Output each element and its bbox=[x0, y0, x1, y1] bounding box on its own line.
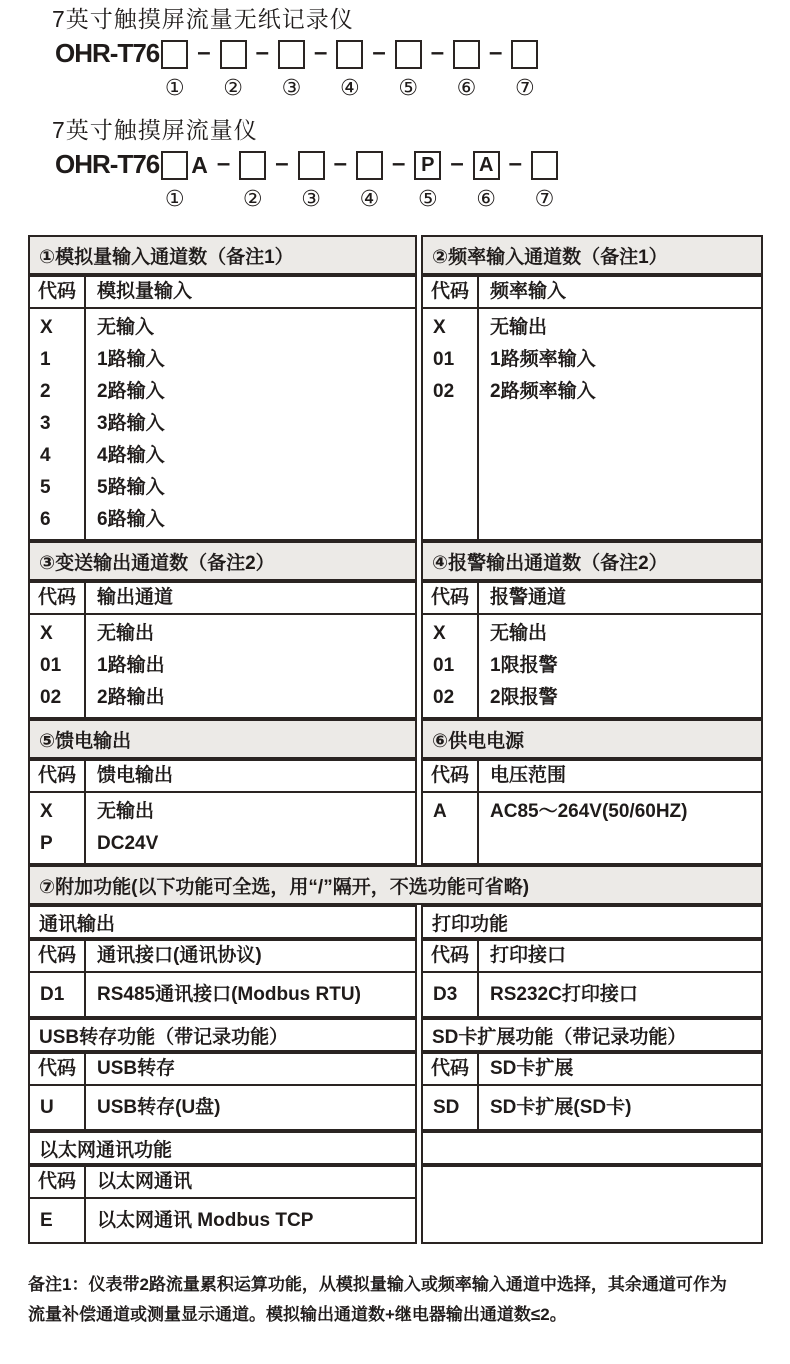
description-column bbox=[86, 973, 415, 1016]
description-value: 2路输入 bbox=[97, 381, 165, 402]
option-table bbox=[421, 275, 763, 541]
model-segment-4 bbox=[336, 37, 363, 100]
code-value: 1 bbox=[40, 349, 51, 370]
option-table bbox=[28, 1052, 417, 1131]
code-value: 3 bbox=[40, 413, 51, 434]
model-segment-top bbox=[473, 148, 500, 182]
code-box bbox=[453, 40, 480, 69]
code-column bbox=[423, 793, 479, 863]
position-number: ⑦ bbox=[534, 186, 555, 211]
code-box bbox=[531, 151, 558, 180]
description-value: 无输出 bbox=[490, 317, 548, 338]
option-table bbox=[28, 581, 417, 719]
description-value: 6路输入 bbox=[97, 509, 165, 530]
code-box bbox=[239, 151, 266, 180]
code-value: E bbox=[40, 1210, 53, 1231]
description-value: 1路输出 bbox=[97, 655, 165, 676]
code-value: 01 bbox=[40, 655, 62, 676]
column-header-code: 代码 bbox=[423, 1054, 479, 1086]
model-code-flowmeter bbox=[0, 148, 790, 211]
table-band bbox=[28, 759, 763, 865]
code-value: D3 bbox=[433, 984, 458, 1005]
description-value: 1路输入 bbox=[97, 349, 165, 370]
column-header-label: 通讯接口(通讯协议) bbox=[86, 941, 415, 973]
model-segment-6 bbox=[453, 37, 480, 100]
code-box bbox=[161, 151, 188, 180]
description-column bbox=[86, 793, 415, 863]
section-header: ⑥供电电源 bbox=[421, 719, 763, 759]
description-value: 5路输入 bbox=[97, 477, 165, 498]
dash-separator: – bbox=[255, 39, 269, 66]
column-header-code: 代码 bbox=[30, 277, 86, 309]
code-value: 2 bbox=[40, 381, 51, 402]
description-value: 以太网通讯 Modbus TCP bbox=[97, 1210, 314, 1231]
description-column bbox=[479, 309, 761, 539]
footnote bbox=[28, 1270, 760, 1330]
model-segment-7 bbox=[511, 37, 538, 100]
dash-separator: – bbox=[372, 39, 386, 66]
option-table bbox=[28, 939, 417, 1018]
product-title-flowmeter: 7英寸触摸屏流量仪 bbox=[52, 117, 258, 143]
model-segment-top bbox=[356, 148, 383, 182]
section-header-full: ⑦附加功能(以下功能可全选，用“/”隔开，不选功能可省略) bbox=[28, 865, 763, 905]
code-suffix: A bbox=[191, 151, 208, 178]
description-value: 无输入 bbox=[97, 317, 155, 338]
code-column bbox=[423, 615, 479, 717]
table-band bbox=[28, 1131, 763, 1165]
dash-separator: – bbox=[216, 150, 231, 177]
code-box bbox=[511, 40, 538, 69]
model-segment-top bbox=[239, 148, 266, 182]
code-value: X bbox=[40, 623, 53, 644]
column-header-code: 代码 bbox=[423, 277, 479, 309]
position-number: ③ bbox=[281, 75, 302, 100]
code-column bbox=[30, 1086, 86, 1129]
model-segment-top bbox=[453, 37, 480, 71]
column-header-label: SD卡扩展 bbox=[479, 1054, 761, 1086]
table-band bbox=[28, 275, 763, 541]
column-header-label: 频率输入 bbox=[479, 277, 761, 309]
column-header-code: 代码 bbox=[30, 761, 86, 793]
dash-separator: – bbox=[391, 150, 406, 177]
code-box: P bbox=[414, 151, 441, 180]
table-band bbox=[28, 541, 763, 581]
table-band bbox=[28, 939, 763, 1018]
sub-section-header: 以太网通讯功能 bbox=[28, 1131, 417, 1165]
model-prefix: OHR-T76 bbox=[55, 38, 160, 68]
column-header-code: 代码 bbox=[30, 1167, 86, 1199]
description-value: RS232C打印接口 bbox=[490, 984, 638, 1005]
model-segment-5 bbox=[414, 148, 441, 211]
description-value: RS485通讯接口(Modbus RTU) bbox=[97, 984, 361, 1005]
code-box bbox=[298, 151, 325, 180]
sub-section-header: SD卡扩展功能（带记录功能） bbox=[421, 1018, 763, 1052]
table-band bbox=[28, 235, 763, 275]
description-value: USB转存(U盘) bbox=[97, 1097, 221, 1118]
description-value: 无输出 bbox=[97, 623, 155, 644]
column-header-code: 代码 bbox=[423, 583, 479, 615]
model-prefix: OHR-T76 bbox=[55, 149, 160, 179]
code-value: X bbox=[40, 801, 53, 822]
model-segment-3 bbox=[278, 37, 305, 100]
code-box bbox=[161, 40, 188, 69]
description-column bbox=[479, 1086, 761, 1129]
description-value: AC85～264V(50/60HZ) bbox=[490, 801, 688, 822]
column-header-code: 代码 bbox=[423, 941, 479, 973]
description-value: 2路输出 bbox=[97, 687, 165, 708]
code-column bbox=[423, 1086, 479, 1129]
code-column bbox=[30, 1199, 86, 1242]
dash-separator: – bbox=[333, 150, 347, 177]
position-number: ⑥ bbox=[476, 186, 497, 211]
option-table bbox=[421, 1052, 763, 1131]
description-column bbox=[86, 615, 415, 717]
sub-section-header: USB转存功能（带记录功能） bbox=[28, 1018, 417, 1052]
footnote-line-2: 流量补偿通道或测量显示通道。模拟输出通道数+继电器输出通道数≤2。 bbox=[28, 1305, 567, 1324]
table-band bbox=[28, 719, 763, 759]
model-segment-1 bbox=[161, 148, 208, 211]
option-table bbox=[28, 1165, 417, 1244]
code-column bbox=[30, 793, 86, 863]
model-segment-2 bbox=[220, 37, 247, 100]
model-segment-top bbox=[298, 148, 325, 182]
option-table bbox=[421, 939, 763, 1018]
selection-table bbox=[28, 235, 763, 1244]
code-value: 01 bbox=[433, 655, 455, 676]
code-value: U bbox=[40, 1097, 54, 1118]
description-column bbox=[86, 1086, 415, 1129]
column-header-code: 代码 bbox=[30, 583, 86, 615]
column-header-label: 模拟量输入 bbox=[86, 277, 415, 309]
code-value: 02 bbox=[40, 687, 62, 708]
code-value: 02 bbox=[433, 687, 455, 708]
column-header-label: 以太网通讯 bbox=[86, 1167, 415, 1199]
section-header: ②频率输入通道数（备注1） bbox=[421, 235, 763, 275]
position-number: ① bbox=[164, 75, 185, 100]
code-value: D1 bbox=[40, 984, 65, 1005]
position-number: ④ bbox=[339, 75, 360, 100]
position-number: ③ bbox=[301, 186, 321, 211]
sub-section-header: 打印功能 bbox=[421, 905, 763, 939]
description-value: SD卡扩展(SD卡) bbox=[490, 1097, 632, 1118]
code-box bbox=[336, 40, 363, 69]
code-box bbox=[220, 40, 247, 69]
code-column bbox=[30, 973, 86, 1016]
description-value: 无输出 bbox=[490, 623, 548, 644]
position-number: ⑥ bbox=[456, 75, 477, 100]
code-box bbox=[356, 151, 383, 180]
section-header: ⑤馈电输出 bbox=[28, 719, 417, 759]
description-value: DC24V bbox=[97, 833, 159, 854]
description-value: 3路输入 bbox=[97, 413, 165, 434]
model-segment-6 bbox=[473, 148, 500, 211]
model-code-recorder bbox=[0, 37, 790, 100]
column-header-label: 报警通道 bbox=[479, 583, 761, 615]
code-box: A bbox=[473, 151, 500, 180]
column-header-label: 馈电输出 bbox=[86, 761, 415, 793]
description-value: 4路输入 bbox=[97, 445, 165, 466]
column-header-code: 代码 bbox=[30, 1054, 86, 1086]
description-column bbox=[479, 615, 761, 717]
column-header-label: 电压范围 bbox=[479, 761, 761, 793]
footnote-line-1: 备注1：仪表带2路流量累积运算功能，从模拟量输入或频率输入通道中选择，其余通道可作为 bbox=[28, 1275, 727, 1294]
description-value: 无输出 bbox=[97, 801, 155, 822]
table-band bbox=[28, 1018, 763, 1052]
page bbox=[0, 0, 790, 211]
position-number: ⑤ bbox=[398, 75, 419, 100]
column-header-label: USB转存 bbox=[86, 1054, 415, 1086]
position-number: ① bbox=[164, 186, 185, 211]
description-column bbox=[86, 309, 415, 539]
position-number: ④ bbox=[359, 186, 380, 211]
option-table bbox=[28, 759, 417, 865]
dash-separator: – bbox=[450, 150, 464, 177]
position-number: ⑦ bbox=[515, 75, 535, 100]
column-header-label: 打印接口 bbox=[479, 941, 761, 973]
description-value: 2路频率输入 bbox=[490, 381, 596, 402]
code-value: SD bbox=[433, 1097, 460, 1118]
column-header-label: 输出通道 bbox=[86, 583, 415, 615]
section-header: ①模拟量输入通道数（备注1） bbox=[28, 235, 417, 275]
table-band bbox=[28, 905, 763, 939]
table-band bbox=[28, 581, 763, 719]
model-segment-top bbox=[336, 37, 363, 71]
column-header-code: 代码 bbox=[30, 941, 86, 973]
model-segment-4 bbox=[356, 148, 383, 211]
code-value: 5 bbox=[40, 477, 51, 498]
model-segment-top bbox=[511, 37, 538, 71]
description-column bbox=[479, 973, 761, 1016]
code-value: X bbox=[40, 317, 53, 338]
empty-cell bbox=[421, 1131, 763, 1165]
code-column bbox=[423, 309, 479, 539]
code-box bbox=[278, 40, 305, 69]
model-segment-top bbox=[414, 148, 441, 182]
code-column bbox=[30, 615, 86, 717]
dash-separator: – bbox=[313, 39, 328, 66]
position-number: ② bbox=[242, 186, 263, 211]
model-segment-3 bbox=[298, 148, 325, 211]
sub-section-header: 通讯输出 bbox=[28, 905, 417, 939]
section-header: ④报警输出通道数（备注2） bbox=[421, 541, 763, 581]
code-column bbox=[423, 973, 479, 1016]
option-table bbox=[421, 581, 763, 719]
section-header: ③变送输出通道数（备注2） bbox=[28, 541, 417, 581]
model-segment-top bbox=[220, 37, 247, 71]
dash-separator: – bbox=[430, 39, 445, 66]
description-value: 2限报警 bbox=[490, 687, 558, 708]
table-band bbox=[28, 1052, 763, 1131]
dash-separator: – bbox=[275, 150, 289, 177]
code-value: P bbox=[40, 833, 53, 854]
description-value: 1路频率输入 bbox=[490, 349, 596, 370]
model-segment-top bbox=[531, 148, 558, 182]
code-value: 6 bbox=[40, 509, 51, 530]
dash-separator: – bbox=[508, 150, 523, 177]
dash-separator: – bbox=[197, 39, 211, 66]
model-segment-1 bbox=[161, 37, 188, 100]
code-value: X bbox=[433, 317, 446, 338]
code-value: X bbox=[433, 623, 446, 644]
column-header-code: 代码 bbox=[423, 761, 479, 793]
code-value: 01 bbox=[433, 349, 455, 370]
description-value: 1限报警 bbox=[490, 655, 558, 676]
table-band bbox=[28, 1165, 763, 1244]
model-segment-2 bbox=[239, 148, 266, 211]
code-box bbox=[395, 40, 422, 69]
option-table bbox=[421, 759, 763, 865]
model-segment-top bbox=[278, 37, 305, 71]
position-number: ⑤ bbox=[417, 186, 438, 211]
position-number: ② bbox=[223, 75, 243, 100]
empty-cell bbox=[421, 1165, 763, 1244]
dash-separator: – bbox=[489, 39, 503, 66]
model-segment-top bbox=[161, 37, 188, 71]
option-table bbox=[28, 275, 417, 541]
model-segment-5 bbox=[395, 37, 422, 100]
description-column bbox=[479, 793, 761, 863]
code-value: 4 bbox=[40, 445, 51, 466]
model-segment-7 bbox=[531, 148, 558, 211]
code-column bbox=[30, 309, 86, 539]
code-value: A bbox=[433, 801, 447, 822]
code-value: 02 bbox=[433, 381, 455, 402]
product-title-recorder: 7英寸触摸屏流量无纸记录仪 bbox=[52, 6, 354, 32]
description-column bbox=[86, 1199, 415, 1242]
model-segment-top bbox=[161, 148, 208, 182]
model-segment-top bbox=[395, 37, 422, 71]
